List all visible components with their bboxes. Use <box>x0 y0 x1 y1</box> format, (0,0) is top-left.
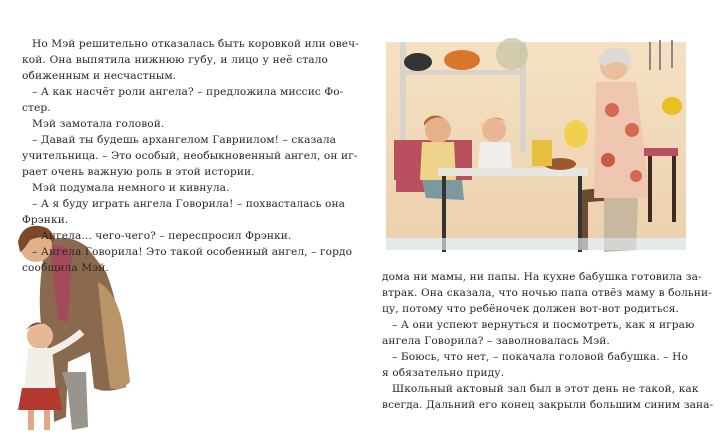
text-line: – А я буду играть ангела Говорила! – похвасталась она <box>32 198 346 210</box>
text-line: обиженным и несчастным. <box>22 70 177 82</box>
text-line: Мэй замотала головой. <box>32 118 165 130</box>
text-line: учительница. – Это особый, необыкновенный ангел, он иг- <box>22 150 358 162</box>
text-line: втрак. Она сказала, что ночью папа отвёз маму в больни- <box>382 287 712 299</box>
text-line: Мэй подумала немного и кивнула. <box>32 182 230 194</box>
text-line: – А они успеют вернуться и посмотреть, как я играю <box>392 319 695 331</box>
text-line: Фрэнки. <box>22 214 69 226</box>
text-line: кой. Она выпятила нижнюю губу, и лицо у неё стало <box>22 54 328 66</box>
text-line: – Ангела Говорила! Это такой особенный ангел, – гордо <box>32 246 353 258</box>
text-line: Но Мэй решительно отказалась быть коровкой или овеч- <box>32 38 359 50</box>
text-line: стер. <box>22 102 51 114</box>
text-line: я обязательно приду. <box>382 367 505 379</box>
text-line: – А как насчёт роли ангела? – предложила миссис Фо- <box>32 86 344 98</box>
text-line: – Боюсь, что нет, – покачала головой бабушка. – Но <box>392 351 688 363</box>
text-line: ангела Говорила? – заволновалась Мэй. <box>382 335 610 347</box>
text-line: Школьный актовый зал был в этот день не такой, как <box>392 383 699 395</box>
text-line: – Ангела... чего-чего? – переспросил Фрэнки. <box>32 230 292 242</box>
right-page <box>360 0 720 437</box>
text-line: цу, потому что ребёночек должен вот-вот родиться. <box>382 303 679 315</box>
kitchen-breakfast-grandmother-illustration <box>382 30 692 262</box>
text-line: – Давай ты будешь архангелом Гавриилом! – сказала <box>32 134 337 146</box>
text-line: дома ни мамы, ни папы. На кухне бабушка готовила за- <box>382 271 702 283</box>
text-line: рает очень важную роль в этой истории. <box>22 166 255 178</box>
text-line: всегда. Дальний его конец закрыли большим синим зана- <box>382 399 714 411</box>
text-line: сообщила Мэй. <box>22 262 109 274</box>
